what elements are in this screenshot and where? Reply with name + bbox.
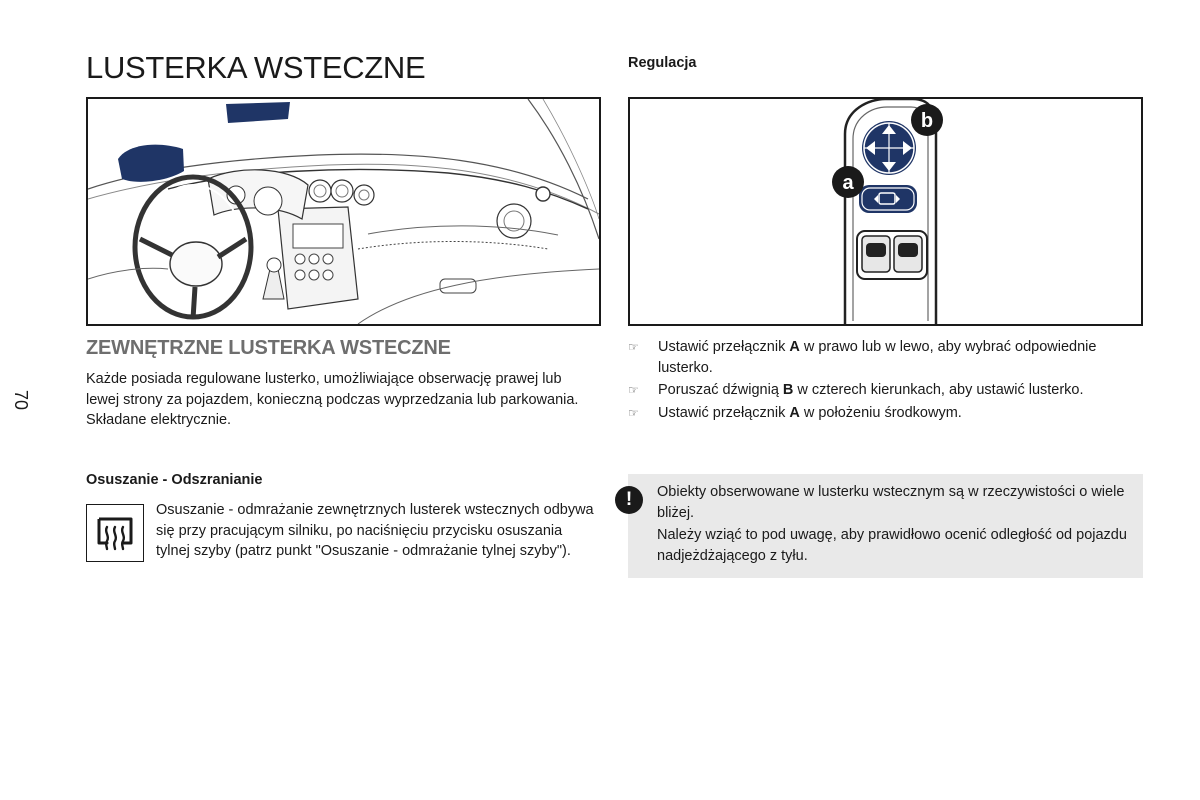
step-key: B [782,382,794,398]
warning-line: Obiekty obserwowane w lusterku wstecznym są w rzeczywistości o wiele bliżej. [657,484,1125,521]
warning-line: Należy wziąć to pod uwagę, aby prawidłowo ocenić odległość od pojazdu nadjeżdżającego z tyłu. [657,527,1127,564]
defrost-heading: Osuszanie - Odszranianie [86,472,263,488]
step-text-before: Ustawić przełącznik [658,339,790,355]
list-item [628,403,1143,424]
step-text-after: w położeniu środkowym. [799,404,962,421]
adjustment-heading: Regulacja [628,55,697,71]
warning-box [628,474,1143,578]
list-item [628,337,1143,378]
list-item [628,380,1143,401]
step-text-before: Ustawić przełącznik [658,404,790,421]
step-text-after: w prawo lub w lewo, aby wybrać odpowiednie lusterko. [658,339,1097,376]
rear-defrost-icon [86,504,144,562]
defrost-paragraph: Osuszanie - odmrażanie zewnętrznych lusterek wstecznych odbywa się przy pracującym silniku, po naciśnięciu przycisku osuszania tylnej szyby (patrz punkt "Osuszanie - odmrażanie tylnej szyby"). [156,502,594,559]
callout-a-label: a [842,172,854,194]
exclamation-icon: ! [615,486,643,514]
pointing-hand-icon: ☞ [628,405,639,420]
adjustment-steps [628,337,1143,425]
intro-paragraph: Każde posiada regulowane lusterko, umożliwiające obserwację prawej lub lewej strony za pojazdem, konieczną podczas wyprzedzania lub parkowania. Składane elektrycznie. [86,371,579,428]
step-key: A [789,404,800,421]
step-text-before: Poruszać dźwignią [658,382,783,398]
step-key: A [789,339,800,355]
dashboard-illustration [86,97,601,326]
section-heading: ZEWNĘTRZNE LUSTERKA WSTECZNE [86,337,451,359]
page-title: LUSTERKA WSTECZNE [86,50,426,85]
mirror-selector-graphic [859,185,917,213]
callout-b-label: b [920,110,934,132]
mirror-joystick-graphic [862,121,916,175]
pointing-hand-icon: ☞ [628,340,639,354]
pointing-hand-icon: ☞ [628,383,639,397]
step-text-after: w czterech kierunkach, aby ustawić lusterko. [793,382,1084,398]
page-number: 70 [11,389,31,411]
mirror-control-illustration [628,97,1143,326]
